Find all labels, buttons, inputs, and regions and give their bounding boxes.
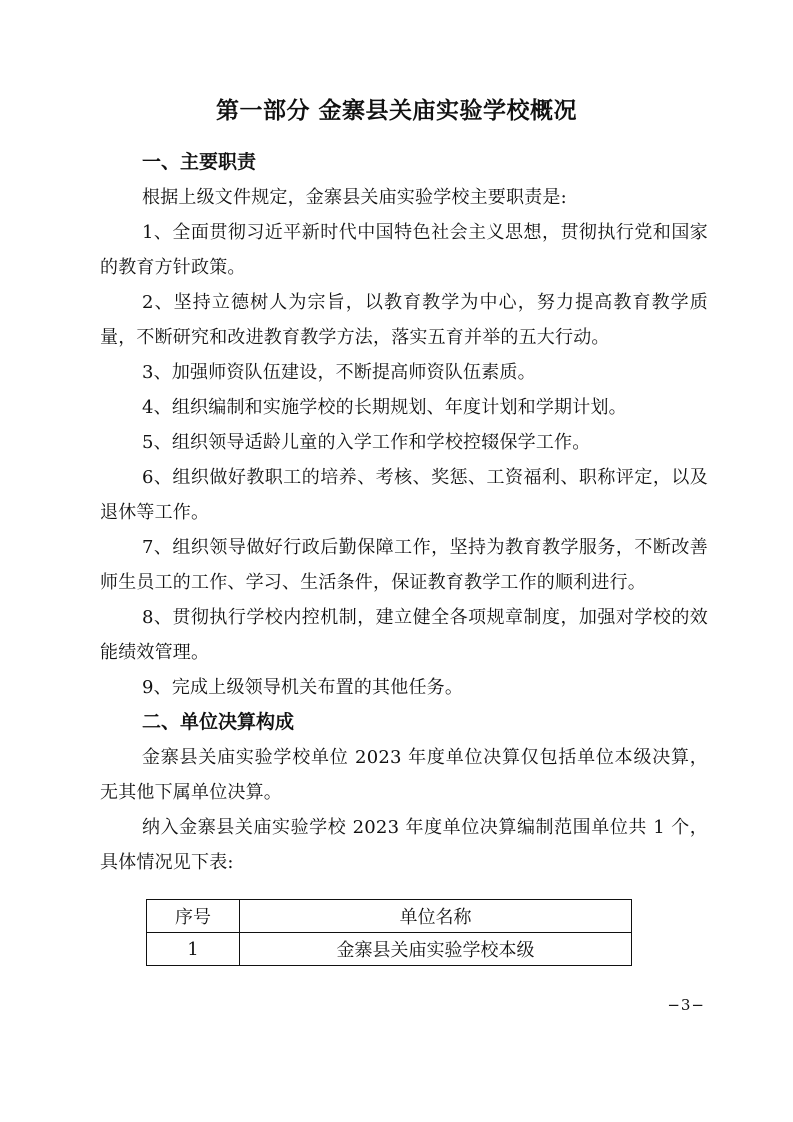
table-header-unit-name: 单位名称 [240,900,632,933]
duty-item-8: 8、贯彻执行学校内控机制，建立健全各项规章制度，加强对学校的效能绩效管理。 [100,607,708,663]
section-heading-duties: 一、主要职责 [142,151,257,173]
duty-item-5: 5、组织领导适龄儿童的入学工作和学校控辍保学工作。 [142,432,591,453]
composition-para-1: 金寨县关庙实验学校单位 2023 年度单位决算仅包括单位本级决算，无其他下属单位决算。 [100,747,708,803]
table-header-seq: 序号 [147,900,240,933]
duty-item-2: 2、坚持立德树人为宗旨，以教育教学为中心，努力提高教育教学质量，不断研究和改进教育教学方法，落实五育并举的五大行动。 [100,292,708,348]
table-cell-unit-name: 金寨县关庙实验学校本级 [240,933,632,966]
units-table [146,899,632,966]
page-number: −3− [667,996,705,1014]
duty-item-1: 1、全面贯彻习近平新时代中国特色社会主义思想，贯彻执行党和国家的教育方针政策。 [100,222,708,278]
table-row [147,933,632,966]
composition-para-2: 纳入金寨县关庙实验学校 2023 年度单位决算编制范围单位共 1 个，具体情况见下表: [100,817,708,873]
duty-item-6: 6、组织做好教职工的培养、考核、奖惩、工资福利、职称评定，以及退休等工作。 [100,467,708,523]
duty-item-7: 7、组织领导做好行政后勤保障工作，坚持为教育教学服务，不断改善师生员工的工作、学习、生活条件，保证教育教学工作的顺利进行。 [100,537,708,593]
duty-item-3: 3、加强师资队伍建设，不断提高师资队伍素质。 [142,362,536,383]
duties-intro: 根据上级文件规定，金寨县关庙实验学校主要职责是: [142,187,567,208]
section-heading-composition: 二、单位决算构成 [142,711,295,733]
document-body [100,145,708,880]
page-title: 第一部分 金寨县关庙实验学校概况 [215,97,577,124]
table-header-row [147,900,632,933]
table-cell-seq: 1 [147,933,240,966]
duty-item-4: 4、组织编制和实施学校的长期规划、年度计划和学期计划。 [142,397,627,418]
duty-item-9: 9、完成上级领导机关布置的其他任务。 [142,677,464,698]
